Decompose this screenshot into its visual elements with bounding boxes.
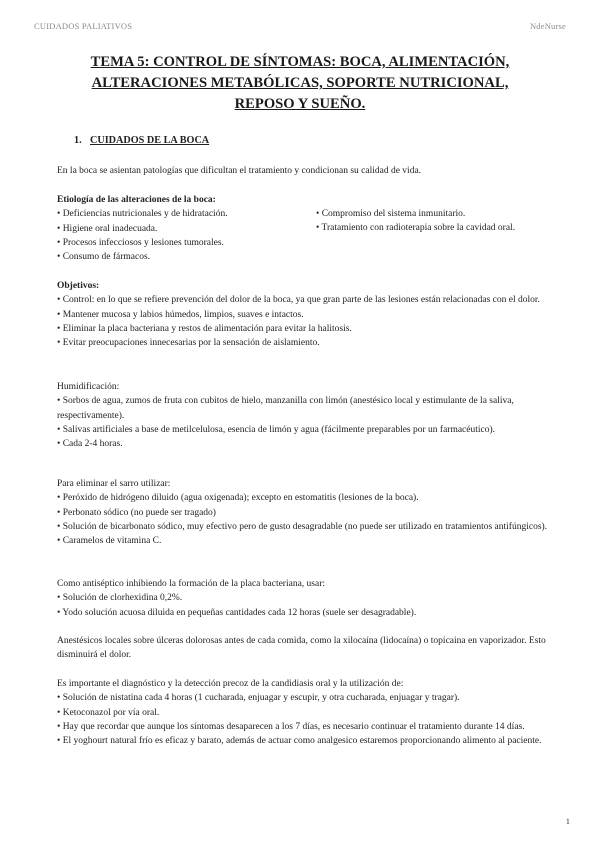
- list-item: • Solución de clorhexidina 0,2%.: [57, 593, 183, 604]
- intro-paragraph: En la boca se asientan patologías que dificultan el tratamiento y condicionan su calidad de vida.: [57, 166, 422, 176]
- list-item: • Yodo solución acuosa diluida en pequeñas cantidades cada 12 horas (suele ser desagradable).: [57, 607, 417, 618]
- list-item: • Ketoconazol por vía oral.: [57, 707, 160, 718]
- list-item: • Higiene oral inadecuada.: [57, 223, 158, 234]
- list-item: • Sorbos de agua, zumos de fruta con cubitos de hielo, manzanilla con limón (anestésico local y estimulante de la saliva, respectivamente).: [57, 396, 514, 421]
- etiologia-heading: Etiología de las alteraciones de la boca:: [57, 195, 216, 205]
- candidiasis-heading: Es importante el diagnóstico y la detección precoz de la candidiasis oral y la utilización de:: [57, 679, 404, 689]
- list-item: • Solución de bicarbonato sódico, muy efectivo pero de gusto desagradable (no puede ser utilizado en tratamientos antifúngicos).: [57, 521, 548, 532]
- header-left: CUIDADOS PALIATIVOS: [34, 21, 133, 31]
- list-item: • Control: en lo que se refiere prevención del dolor de la boca, ya que gran parte de las lesiones están relacionadas con el dolor.: [57, 295, 540, 306]
- list-item: • Hay que recordar que aunque los síntomas desaparecen a los 7 días, es necesario continuar el tratamiento durante 14 días.: [57, 721, 525, 732]
- list-item: • Tratamiento con radioterapia sobre la cavidad oral.: [316, 223, 516, 234]
- list-item: • Mantener mucosa y labios húmedos, limpios, suaves e intactos.: [57, 309, 304, 320]
- list-item: • Caramelos de vitamina C.: [57, 536, 162, 547]
- objetivos-block: [57, 279, 549, 350]
- page-title: TEMA 5: CONTROL DE SÍNTOMAS: BOCA, ALIMENTACIÓN, ALTERACIONES METABÓLICAS, SOPORTE NUTRICIONAL, REPOSO Y SUEÑO.: [90, 54, 510, 112]
- list-item: • Cada 2-4 horas.: [57, 439, 123, 450]
- anestesicos-paragraph: [57, 634, 549, 663]
- list-item: • Salivas artificiales a base de metilcelulosa, esencia de limón y agua (fácilmente preparables por un farmacéutico).: [57, 424, 496, 435]
- humidificacion-heading: Humidificación:: [57, 382, 120, 392]
- page-number: 1: [565, 816, 570, 826]
- objetivos-heading: Objetivos:: [57, 281, 100, 291]
- section-number: 1.: [74, 135, 82, 146]
- anestesicos-text: Anestésicos locales sobre úlceras dolorosas antes de cada comida, como la xilocaína (lidocaína) o topicaina en vaporizador. Esto disminuirá el dolor.: [57, 636, 546, 661]
- header-right: NdeNurse: [529, 21, 566, 31]
- antiseptico-heading: Como antiséptico inhibiendo la formación de la placa bacteriana, usar:: [57, 579, 326, 589]
- list-item: • Compromiso del sistema inmunitario.: [316, 209, 466, 219]
- list-item: • Evitar preocupaciones innecesarias por la sensación de aislamiento.: [57, 338, 320, 349]
- sarro-heading: Para eliminar el sarro utilizar:: [57, 479, 171, 489]
- section-heading: [74, 135, 209, 146]
- etiologia-column-2: [316, 207, 551, 236]
- list-item: • Eliminar la placa bacteriana y restos de alimentación para evitar la halitosis.: [57, 323, 352, 334]
- list-item: • Deficiencias nutricionales y de hidratación.: [57, 209, 228, 220]
- candidiasis-block: [57, 677, 549, 748]
- list-item: • Perbonato sódico (no puede ser tragado): [57, 507, 216, 518]
- list-item: • Solución de nistatina cada 4 horas (1 cucharada, enjuagar y escupir, y otra cucharada, enjuagar y tragar).: [57, 693, 460, 704]
- list-item: • Peróxido de hidrógeno diluido (agua oxigenada); excepto en estomatitis (lesiones de la boca).: [57, 493, 419, 504]
- antiseptico-block: [57, 577, 549, 620]
- list-item: • Procesos infecciosos y lesiones tumorales.: [57, 237, 224, 248]
- list-item: • Consumo de fármacos.: [57, 252, 151, 263]
- list-item: • El yoghourt natural frío es eficaz y barato, además de actuar como analgesico estaremos proporcionando alimento al paciente.: [57, 736, 542, 747]
- sarro-block: [57, 477, 549, 548]
- humidificacion-block: [57, 380, 549, 451]
- section-title: CUIDADOS DE LA BOCA: [90, 135, 210, 146]
